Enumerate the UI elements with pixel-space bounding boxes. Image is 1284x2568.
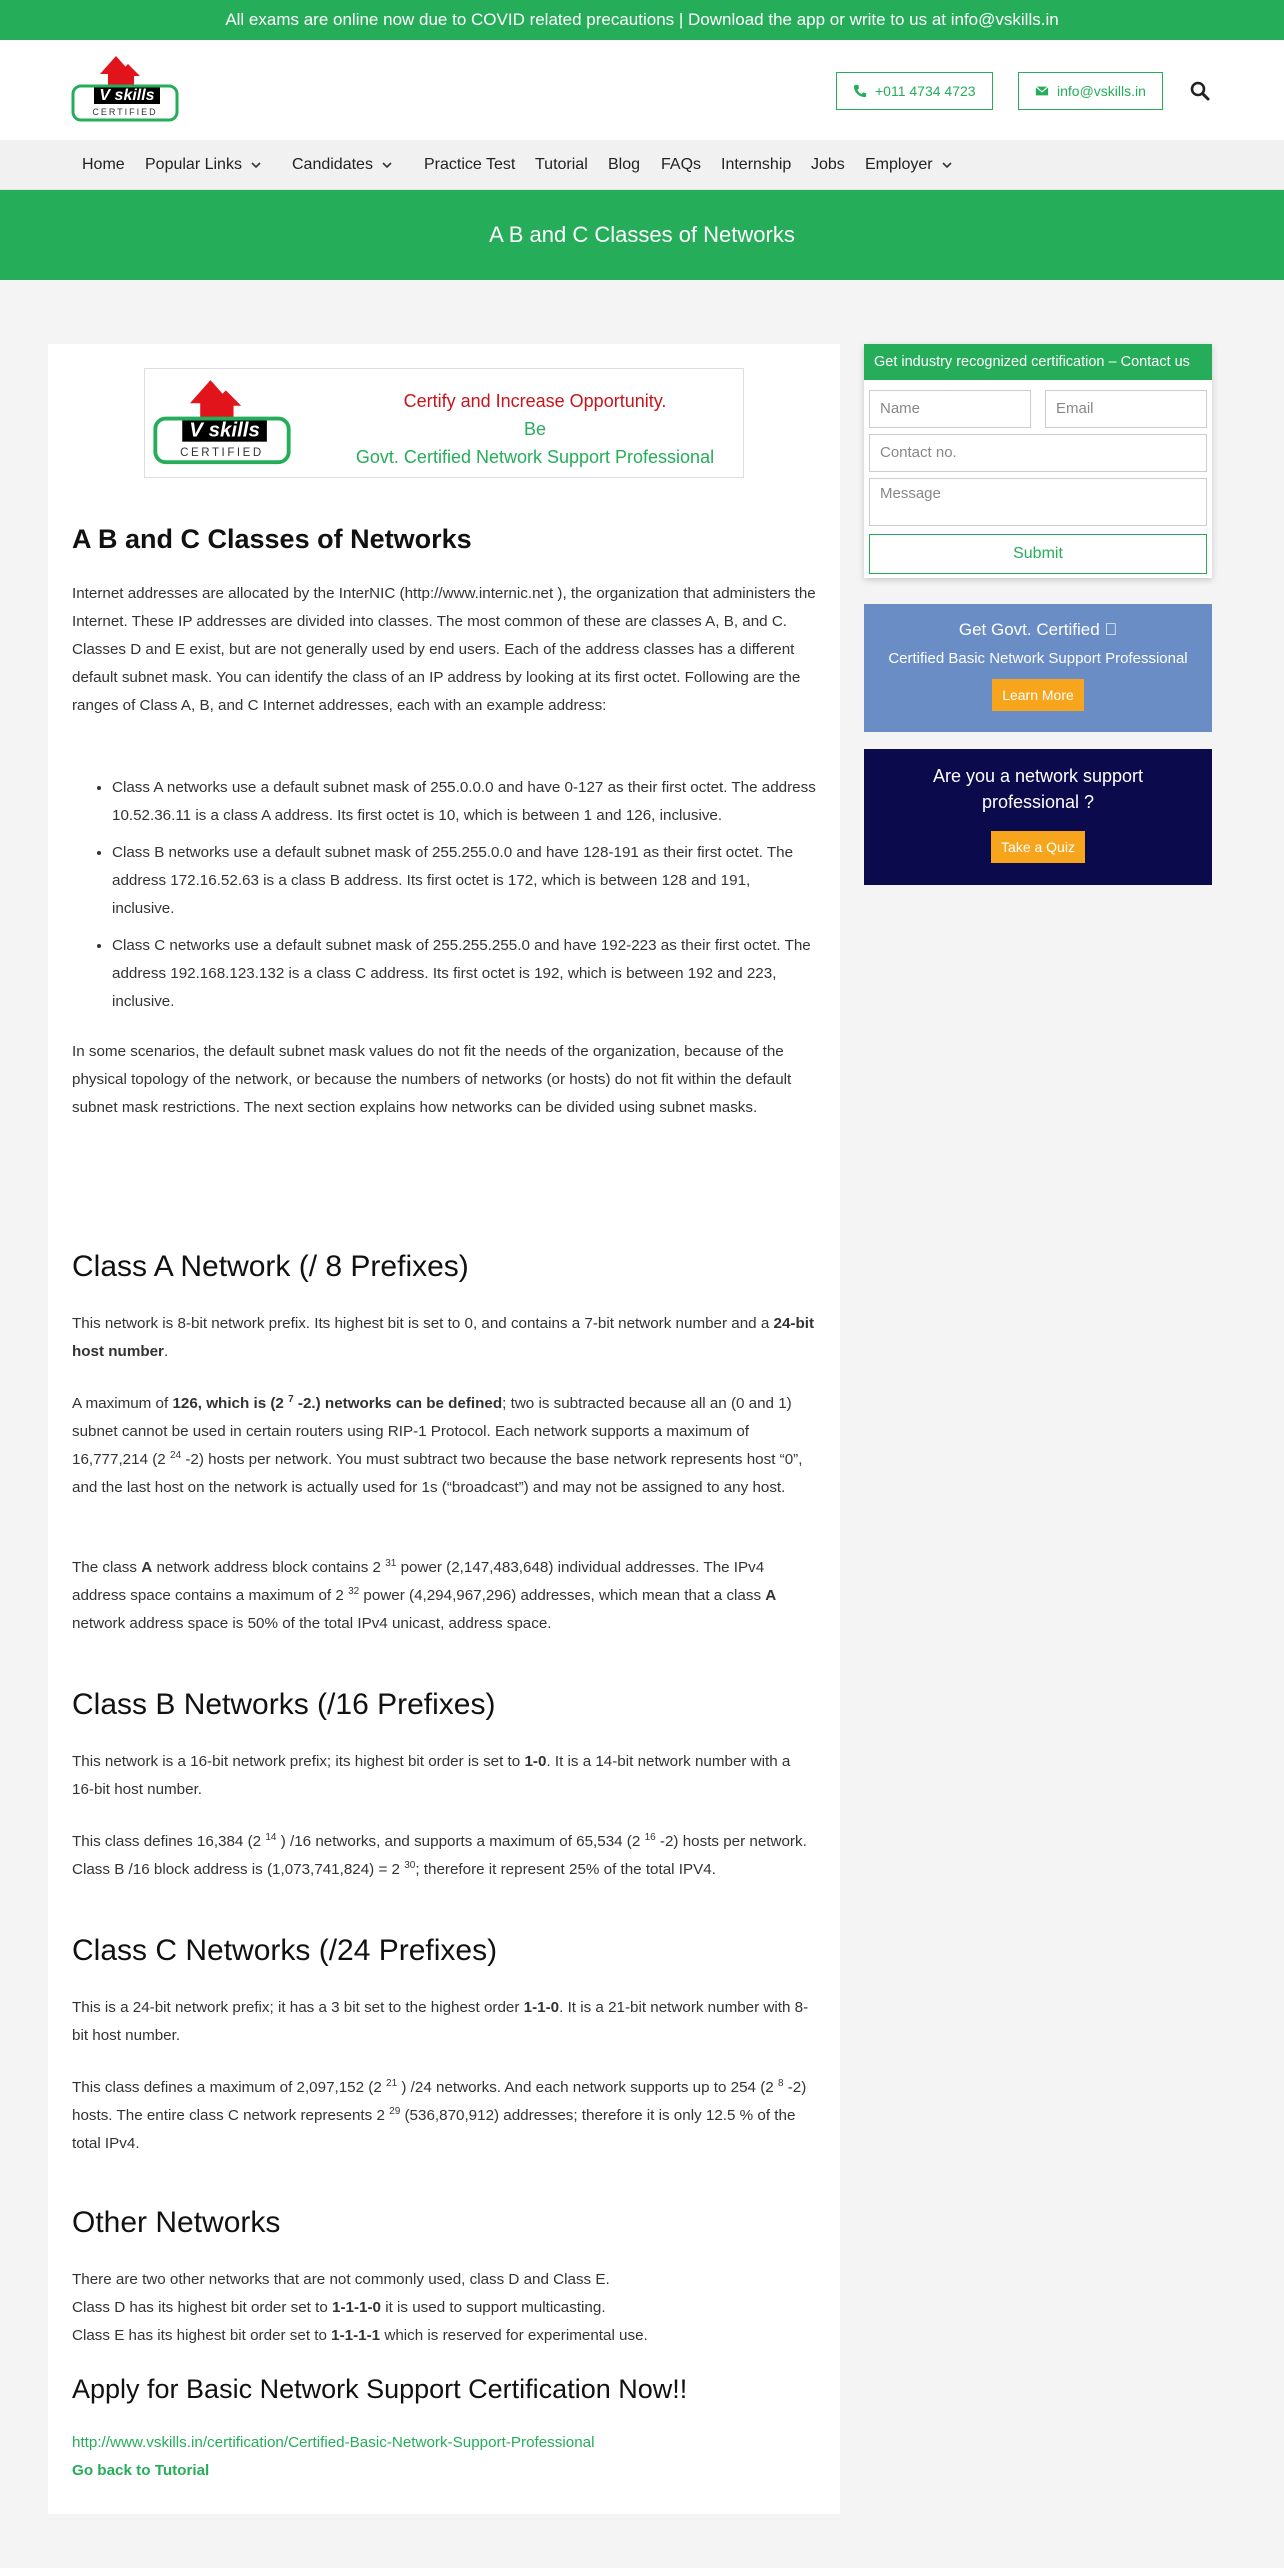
article-content <box>48 344 840 2514</box>
intro-paragraph: Internet addresses are allocated by the InterNIC (http://www.internic.net ), the organization that administers the Internet. These IP addresses are divided into classes. The most common of these are classes A, B, and C. Classes D and E exist, but are not generally used by end users. Each of the address classes has a different default subnet mask. You can identify the class of an IP address by looking at its first octet. Following are the ranges of Class A, B, and C Internet addresses, each with an example address: <box>72 585 816 714</box>
promo-line-2: Be <box>523 419 547 439</box>
promo-line-3: Govt. Certified Network Support Professional <box>355 447 715 467</box>
quiz-card <box>864 749 1212 885</box>
contact-number-field[interactable]: Contact no. <box>869 434 1207 472</box>
class-c-paragraph-2: This class defines a maximum of 2,097,152 (2 $^{21}$ ) /24 networks. And each network supports up to 254 (2 $^8$ -2) hosts. The entire class C network represents 2 $^{29}$ (536,870,912) addresses; therefore it is only 12.5 % of the total IPv4. <box>72 2077 807 2152</box>
nav-faqs[interactable] <box>661 140 701 190</box>
contact-form <box>864 344 1212 578</box>
chevron-down-icon <box>250 159 262 171</box>
nav-employer[interactable] <box>865 140 953 190</box>
name-field[interactable]: Name <box>869 390 1031 428</box>
class-b-paragraph-2: This class defines 16,384 (2 $^{14}$ ) /16 networks, and supports a maximum of 65,534 (2 $^{16}$ -2) hosts per network. Class B /16 block address is (1,073,741,824) = 2 $^{30}$; therefore it represent 25% of the total IPV4. <box>72 1831 807 1878</box>
quiz-card-title: Are you a network support professional ? <box>932 766 1144 812</box>
logo-graphic <box>70 52 180 130</box>
nav-blog-label: Blog <box>608 156 641 173</box>
nav-employer-label: Employer <box>865 156 933 173</box>
article-title: A B and C Classes of Networks <box>72 524 472 554</box>
class-range-list <box>112 774 816 1025</box>
envelope-icon <box>1035 84 1049 98</box>
class-c-paragraph-1: This is a 24-bit network prefix; it has a 3 bit set to the highest order 1-1-0. It is a 21-bit network number with 8-bit host number. <box>72 1999 809 2044</box>
submit-button[interactable]: Submit <box>869 534 1207 574</box>
class-a-heading: Class A Network (/ 8 Prefixes) <box>72 1250 469 1283</box>
email-field[interactable]: Email <box>1045 390 1207 428</box>
list-item: • Class C networks use a default subnet mask of 255.255.255.0 and have 192-223 as their first octet. The address 192.168.123.132 is a class C address. Its first octet is 192, which is between 192 and 223, inclusive. <box>112 932 816 1016</box>
nav-tutorial-label: Tutorial <box>535 156 588 173</box>
govt-certified-subtitle: Certified Basic Network Support Professional <box>888 650 1188 667</box>
class-b-heading: Class B Networks (/16 Prefixes) <box>72 1688 496 1721</box>
search-icon <box>1189 80 1211 102</box>
scenario-paragraph: In some scenarios, the default subnet mask values do not fit the needs of the organization, because of the physical topology of the network, or because the numbers of networks (or hosts) do not fit within the default subnet mask restrictions. The next section explains how networks can be divided using subnet masks. <box>72 1043 792 1116</box>
take-quiz-button[interactable]: Take a Quiz <box>991 831 1085 863</box>
page-title-banner: A B and C Classes of Networks <box>0 190 1284 280</box>
class-a-paragraph-2: A maximum of 126, which is (2 $^7$ -2.) networks can be defined; two is subtracted because all an (0 and 1) subnet cannot be used in certain routers using RIP-1 Protocol. Each network supports a maximum of 16,777,214 (2 $^{24}$ -2) hosts per network. You must subtract two because the base network represents host “0”, and the last host on the network is actually used for 1s (“broadcast”) and may not be assigned to any host. <box>72 1393 803 1496</box>
promo-text <box>335 387 735 471</box>
apply-heading: Apply for Basic Network Support Certification Now!! <box>72 2374 688 2404</box>
nav-tutorial[interactable] <box>535 140 588 190</box>
nav-practice-test-label: Practice Test <box>424 156 516 173</box>
svg-text:CERTIFIED: CERTIFIED <box>92 107 158 117</box>
certification-link[interactable]: http://www.vskills.in/certification/Certified-Basic-Network-Support-Professional <box>72 2434 595 2451</box>
class-c-heading: Class C Networks (/24 Prefixes) <box>72 1934 498 1967</box>
main-nav <box>0 140 1284 190</box>
nav-home[interactable] <box>82 140 125 190</box>
search-button[interactable] <box>1189 80 1211 102</box>
nav-candidates-label: Candidates <box>292 156 373 173</box>
email-address: info@vskills.in <box>1057 83 1146 99</box>
nav-internship-label: Internship <box>721 156 792 173</box>
nav-popular-links[interactable] <box>145 140 262 190</box>
svg-text:CERTIFIED: CERTIFIED <box>180 446 264 459</box>
back-to-tutorial-link[interactable]: Go back to Tutorial <box>72 2462 210 2479</box>
nav-popular-links-label: Popular Links <box>145 156 242 173</box>
nav-jobs[interactable] <box>811 140 845 190</box>
contact-form-header: Get industry recognized certification – Contact us <box>864 344 1212 380</box>
promo-line-1: Certify and Increase Opportunity. <box>403 391 667 411</box>
class-a-paragraph-3: The class A network address block contains 2 $^{31}$ power (2,147,483,648) individual addresses. The IPv4 address space contains a maximum of 2 $^{32}$ power (4,294,967,296) addresses, which mean that a class A network address space is 50% of the total IPv4 unicast, address space. <box>72 1557 777 1632</box>
nav-faqs-label: FAQs <box>661 156 702 173</box>
phone-icon <box>853 84 867 98</box>
govt-certified-title: Get Govt. Certified <box>967 620 1109 639</box>
other-networks-paragraph: There are two other networks that are not commonly used, class D and Class E. Class D has its highest bit order set to 1-1-1-0 it is used to support multicasting. Class E has its highest bit order set to 1-1-1-1 which is reserved for experimental use. <box>72 2271 648 2344</box>
nav-internship[interactable] <box>721 140 791 190</box>
list-item: • Class B networks use a default subnet mask of 255.255.0.0 and have 128-191 as their first octet. The address 172.16.52.63 is a class B address. Its first octet is 172, which is between 128 and 191, inclusive. <box>112 839 816 923</box>
phone-number: +011 4734 4723 <box>875 83 976 99</box>
promo-logo <box>151 375 293 475</box>
nav-blog[interactable] <box>608 140 640 190</box>
other-networks-heading: Other Networks <box>72 2206 281 2239</box>
nav-practice-test[interactable] <box>424 140 515 190</box>
chevron-down-icon <box>941 159 953 171</box>
nav-jobs-label: Jobs <box>811 156 845 173</box>
site-header <box>0 40 1284 140</box>
chevron-down-icon <box>381 159 393 171</box>
nav-candidates[interactable] <box>292 140 393 190</box>
promo-banner[interactable] <box>144 368 744 478</box>
list-item: • Class A networks use a default subnet mask of 255.0.0.0 and have 0-127 as their first octet. The address 10.52.36.11 is a class A address. Its first octet is 10, which is between 1 and 126, inclusive. <box>112 774 816 830</box>
top-notice-bar: All exams are online now due to COVID related precautions | Download the app or write to us at info@vskills.in <box>0 0 1284 40</box>
class-b-paragraph-1: This network is a 16-bit network prefix; its highest bit order is set to 1-0. It is a 14-bit network number with a 16-bit host number. <box>72 1753 791 1798</box>
nav-home-label: Home <box>82 156 125 173</box>
message-field[interactable]: Message <box>869 478 1207 526</box>
class-a-paragraph-1: This network is 8-bit network prefix. Its highest bit is set to 0, and contains a 7-bit network number and a 24-bit host number. <box>72 1315 815 1360</box>
vskills-logo[interactable] <box>70 52 180 130</box>
svg-text:V skills: V skills <box>189 418 260 442</box>
email-button[interactable] <box>1018 72 1163 110</box>
phone-button[interactable] <box>836 72 993 110</box>
svg-text:V skills: V skills <box>99 87 155 104</box>
govt-certified-card <box>864 604 1212 732</box>
learn-more-button[interactable]: Learn More <box>992 679 1084 711</box>
logo-graphic <box>151 375 293 475</box>
